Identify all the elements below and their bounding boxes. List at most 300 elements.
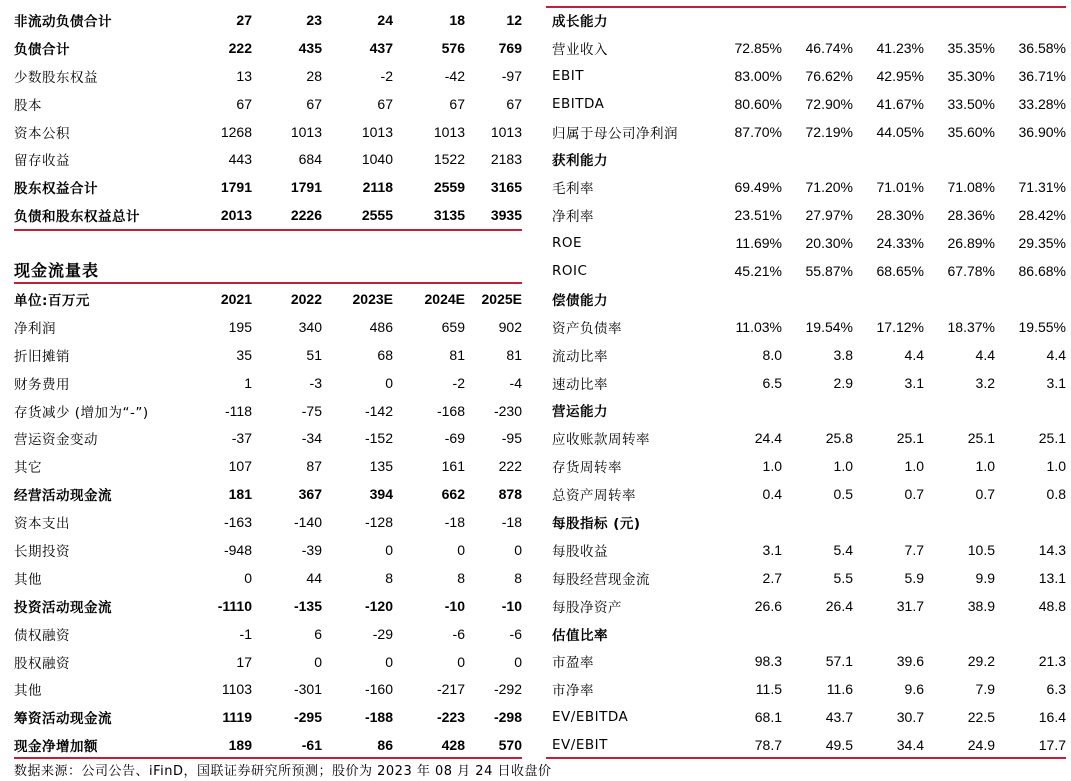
row-label: ROE: [552, 235, 583, 252]
value-cell: 0.7: [975, 486, 995, 503]
value-cell: 23: [306, 11, 322, 28]
value-cell: 659: [441, 318, 465, 335]
value-cell: 2.9: [833, 374, 853, 391]
row-label: 市盈率: [552, 655, 594, 672]
value-cell: -10: [444, 597, 465, 614]
value-cell: -142: [364, 402, 393, 419]
value-cell: 87.70%: [734, 123, 782, 140]
unit-label: 单位:百万元: [14, 292, 90, 309]
value-cell: 81: [449, 346, 465, 363]
row-label: 资产负债率: [552, 320, 622, 337]
value-cell: 22.5: [967, 709, 995, 726]
value-cell: 222: [498, 458, 522, 475]
value-cell: 11.69%: [735, 235, 782, 252]
ratios-bottom-rule: [546, 757, 1066, 759]
value-cell: -69: [444, 430, 465, 447]
value-cell: 3.8: [833, 346, 853, 363]
value-cell: 0.4: [762, 486, 782, 503]
value-cell: 26.4: [825, 597, 853, 614]
ratios-panel: [552, 6, 1066, 759]
value-cell: -135: [293, 597, 322, 614]
value-cell: 13: [236, 67, 252, 84]
ratio-row: [552, 34, 1066, 62]
value-cell: 86: [377, 737, 393, 754]
value-cell: -298: [493, 709, 522, 726]
value-cell: [710, 145, 782, 173]
value-cell: 428: [441, 737, 465, 754]
value-cell: 1040: [361, 151, 393, 168]
value-cell: [853, 6, 924, 34]
source-note: 数据来源：公司公告、iFinD，国联证券研究所预测；股价为 2023 年 08 月 24 日收盘价: [14, 764, 552, 779]
value-cell: 35.30%: [947, 67, 995, 84]
cashflow-row: [14, 341, 522, 369]
value-cell: 0: [457, 541, 465, 558]
cashflow-row: [14, 313, 522, 341]
value-cell: 8: [385, 569, 393, 586]
cashflow-row: [14, 424, 522, 452]
cashflow-row: [14, 731, 522, 759]
value-cell: 189: [228, 737, 252, 754]
value-cell: 68: [377, 346, 393, 363]
section-label: 成长能力: [552, 13, 608, 30]
ratio-row: [552, 341, 1066, 369]
balance-row: [14, 173, 522, 201]
row-label: 存货周转率: [552, 460, 622, 477]
value-cell: 878: [498, 486, 522, 503]
cashflow-row: [14, 703, 522, 731]
value-cell: 43.7: [825, 709, 853, 726]
ratio-row: [552, 62, 1066, 90]
balance-bottom-rule: [14, 229, 522, 231]
cashflow-table: [14, 285, 522, 759]
value-cell: 36.71%: [1018, 67, 1066, 84]
value-cell: 2559: [433, 179, 465, 196]
value-cell: -1: [239, 625, 252, 642]
value-cell: -6: [509, 625, 522, 642]
value-cell: 17.7: [1038, 737, 1066, 754]
value-cell: -128: [364, 514, 393, 531]
value-cell: 1.0: [904, 458, 924, 475]
value-cell: 28.30%: [876, 207, 924, 224]
section-header-row: [552, 508, 1066, 536]
value-cell: 21.3: [1038, 653, 1066, 670]
section-label: 获利能力: [552, 153, 608, 170]
section-label: 营运能力: [552, 404, 608, 421]
value-cell: 44: [306, 569, 322, 586]
cashflow-title: 现金流量表: [14, 261, 100, 280]
value-cell: 11.03%: [735, 318, 782, 335]
value-cell: -42: [444, 67, 465, 84]
value-cell: 67: [506, 95, 522, 112]
value-cell: 33.28%: [1018, 95, 1066, 112]
value-cell: 25.8: [825, 430, 853, 447]
value-cell: -230: [493, 402, 522, 419]
value-cell: 181: [228, 486, 252, 503]
value-cell: -37: [231, 430, 252, 447]
year-header: 2024E: [424, 290, 465, 307]
value-cell: 0.8: [1046, 486, 1066, 503]
value-cell: 4.4: [975, 346, 995, 363]
cashflow-top-rule: [14, 282, 522, 284]
value-cell: -95: [501, 430, 522, 447]
value-cell: 161: [441, 458, 465, 475]
cashflow-header-row: [14, 285, 522, 313]
row-label: EV/EBIT: [552, 737, 608, 754]
ratio-row: [552, 536, 1066, 564]
ratio-row: [552, 369, 1066, 397]
value-cell: 17: [236, 653, 252, 670]
value-cell: 24.33%: [876, 235, 924, 252]
row-label: EBITDA: [552, 95, 605, 112]
ratio-row: [552, 647, 1066, 675]
value-cell: 0: [385, 653, 393, 670]
value-cell: 69.49%: [734, 179, 782, 196]
value-cell: 3.1: [762, 541, 782, 558]
row-label: 应收账款周转率: [552, 432, 650, 449]
value-cell: 1791: [290, 179, 322, 196]
row-label: 其他: [14, 571, 42, 588]
row-label: 资本支出: [14, 516, 70, 533]
year-header: 2025E: [481, 290, 522, 307]
value-cell: 80.60%: [734, 95, 782, 112]
value-cell: 16.4: [1038, 709, 1066, 726]
value-cell: 87: [306, 458, 322, 475]
value-cell: [924, 285, 995, 313]
value-cell: -292: [493, 681, 522, 698]
value-cell: 44.05%: [876, 123, 924, 140]
value-cell: [995, 6, 1066, 34]
ratio-row: [552, 90, 1066, 118]
value-cell: 35.60%: [947, 123, 995, 140]
row-label: 市净率: [552, 683, 594, 700]
value-cell: 3935: [490, 207, 522, 224]
value-cell: 71.20%: [805, 179, 853, 196]
row-label: 净利润: [14, 320, 56, 337]
value-cell: 769: [498, 39, 522, 56]
value-cell: 2226: [290, 207, 322, 224]
value-cell: 0: [385, 374, 393, 391]
value-cell: -39: [301, 541, 322, 558]
value-cell: -217: [436, 681, 465, 698]
ratio-row: [552, 257, 1066, 285]
value-cell: 3.2: [975, 374, 995, 391]
value-cell: 5.9: [904, 569, 924, 586]
section-label: 估值比率: [552, 627, 608, 644]
value-cell: [782, 6, 853, 34]
value-cell: [853, 285, 924, 313]
row-label: 存货减少 (增加为“-”): [14, 404, 149, 421]
value-cell: 67: [377, 95, 393, 112]
section-header-row: [552, 396, 1066, 424]
value-cell: -29: [372, 625, 393, 642]
cashflow-row: [14, 536, 522, 564]
value-cell: 3165: [490, 179, 522, 196]
value-cell: 0: [244, 569, 252, 586]
value-cell: 0.5: [833, 486, 853, 503]
value-cell: -4: [509, 374, 522, 391]
value-cell: 25.1: [967, 430, 995, 447]
value-cell: 33.50%: [947, 95, 995, 112]
value-cell: [995, 396, 1066, 424]
value-cell: 27: [236, 11, 252, 28]
value-cell: 71.08%: [947, 179, 995, 196]
value-cell: 26.6: [754, 597, 782, 614]
value-cell: 31.7: [896, 597, 924, 614]
value-cell: 42.95%: [876, 67, 924, 84]
ratio-row: [552, 313, 1066, 341]
row-label: 折旧摊销: [14, 348, 70, 365]
value-cell: -34: [301, 430, 322, 447]
row-label: 毛利率: [552, 181, 594, 198]
value-cell: -188: [364, 709, 393, 726]
value-cell: 8: [514, 569, 522, 586]
balance-sheet-table: [14, 6, 522, 229]
value-cell: 41.23%: [876, 39, 924, 56]
value-cell: [710, 6, 782, 34]
value-cell: 25.1: [1038, 430, 1066, 447]
value-cell: -1110: [217, 597, 252, 614]
value-cell: 1.0: [975, 458, 995, 475]
value-cell: 0: [385, 541, 393, 558]
value-cell: [853, 145, 924, 173]
ratio-row: [552, 424, 1066, 452]
value-cell: 29.2: [967, 653, 995, 670]
value-cell: 67: [449, 95, 465, 112]
value-cell: [995, 620, 1066, 648]
value-cell: 437: [369, 39, 393, 56]
value-cell: [924, 6, 995, 34]
value-cell: -97: [501, 67, 522, 84]
value-cell: 1.0: [762, 458, 782, 475]
cashflow-row: [14, 508, 522, 536]
value-cell: 0: [514, 541, 522, 558]
value-cell: 48.8: [1038, 597, 1066, 614]
year-header: 2021: [220, 290, 252, 307]
row-label: 债权融资: [14, 627, 70, 644]
value-cell: 46.74%: [805, 39, 853, 56]
value-cell: 2118: [362, 179, 393, 196]
value-cell: 1.0: [1046, 458, 1066, 475]
ratio-row: [552, 480, 1066, 508]
section-header-row: [552, 145, 1066, 173]
value-cell: -140: [293, 514, 322, 531]
value-cell: 2183: [490, 151, 522, 168]
value-cell: 41.67%: [876, 95, 924, 112]
row-label: 股本: [14, 97, 42, 114]
value-cell: -120: [364, 597, 393, 614]
value-cell: [710, 285, 782, 313]
ratio-row: [552, 675, 1066, 703]
ratio-row: [552, 564, 1066, 592]
value-cell: [924, 620, 995, 648]
year-header: 2023E: [352, 290, 393, 307]
value-cell: 10.5: [967, 541, 995, 558]
value-cell: -2: [380, 67, 393, 84]
row-label: 投资活动现金流: [14, 599, 112, 616]
value-cell: 35: [236, 346, 252, 363]
value-cell: 3.1: [904, 374, 924, 391]
value-cell: 71.31%: [1018, 179, 1066, 196]
value-cell: 24.4: [754, 430, 782, 447]
ratios-table: [552, 6, 1066, 759]
value-cell: 1119: [222, 709, 252, 726]
value-cell: 24.9: [967, 737, 995, 754]
value-cell: 86.68%: [1018, 262, 1066, 279]
row-label: 速动比率: [552, 376, 608, 393]
value-cell: -3: [309, 374, 322, 391]
value-cell: -18: [444, 514, 465, 531]
section-label: 偿债能力: [552, 292, 608, 309]
value-cell: 72.90%: [805, 95, 853, 112]
value-cell: 18.37%: [947, 318, 995, 335]
value-cell: -223: [436, 709, 465, 726]
value-cell: [924, 508, 995, 536]
value-cell: 1013: [290, 123, 322, 140]
value-cell: 1103: [221, 681, 252, 698]
year-header: 2022: [290, 290, 322, 307]
value-cell: -118: [225, 402, 252, 419]
row-label: 营运资金变动: [14, 432, 98, 449]
value-cell: 28: [306, 67, 322, 84]
cashflow-row: [14, 480, 522, 508]
row-label: 负债和股东权益总计: [14, 209, 140, 226]
value-cell: 83.00%: [734, 67, 782, 84]
row-label: 留存收益: [14, 153, 70, 170]
value-cell: 684: [298, 151, 322, 168]
value-cell: 1268: [220, 123, 252, 140]
value-cell: 36.90%: [1018, 123, 1066, 140]
value-cell: -295: [293, 709, 322, 726]
value-cell: [853, 620, 924, 648]
value-cell: [924, 145, 995, 173]
cashflow-row: [14, 620, 522, 648]
cashflow-row: [14, 675, 522, 703]
value-cell: -160: [364, 681, 393, 698]
row-label: 非流动负债合计: [14, 13, 112, 30]
value-cell: 5.4: [833, 541, 853, 558]
value-cell: 72.19%: [805, 123, 853, 140]
value-cell: -6: [452, 625, 465, 642]
value-cell: 5.5: [833, 569, 853, 586]
cashflow-row: [14, 452, 522, 480]
row-label: EBIT: [552, 67, 585, 84]
value-cell: 1013: [433, 123, 465, 140]
value-cell: 34.4: [896, 737, 924, 754]
value-cell: 0.7: [904, 486, 924, 503]
value-cell: [710, 620, 782, 648]
balance-row: [14, 34, 522, 62]
value-cell: 28.42%: [1018, 207, 1066, 224]
value-cell: -163: [223, 514, 252, 531]
value-cell: 1013: [361, 123, 393, 140]
value-cell: -10: [501, 597, 522, 614]
value-cell: 570: [498, 737, 522, 754]
value-cell: -948: [223, 541, 252, 558]
value-cell: 9.9: [975, 569, 995, 586]
value-cell: [782, 285, 853, 313]
row-label: 财务费用: [14, 376, 70, 393]
value-cell: -61: [301, 737, 322, 754]
value-cell: 0: [314, 653, 322, 670]
value-cell: 68.65%: [876, 262, 924, 279]
value-cell: 51: [306, 346, 322, 363]
row-label: 营业收入: [552, 41, 608, 58]
value-cell: 11.6: [826, 681, 853, 698]
ratio-row: [552, 173, 1066, 201]
value-cell: 195: [228, 318, 252, 335]
value-cell: 4.4: [1046, 346, 1066, 363]
value-cell: 2.7: [762, 569, 782, 586]
value-cell: -2: [452, 374, 465, 391]
cashflow-panel: [14, 285, 522, 759]
value-cell: 0: [514, 653, 522, 670]
row-label: 总资产周转率: [552, 488, 636, 505]
value-cell: -75: [301, 402, 322, 419]
row-label: 每股经营现金流: [552, 571, 650, 588]
row-label: 每股收益: [552, 543, 608, 560]
value-cell: 443: [228, 151, 252, 168]
value-cell: 394: [369, 486, 393, 503]
section-header-row: [552, 620, 1066, 648]
value-cell: 8.0: [762, 346, 782, 363]
row-label: 其他: [14, 683, 42, 700]
row-label: 筹资活动现金流: [14, 711, 112, 728]
value-cell: [995, 285, 1066, 313]
value-cell: 38.9: [967, 597, 995, 614]
value-cell: 1013: [490, 123, 522, 140]
row-label: 每股净资产: [552, 599, 622, 616]
value-cell: [853, 508, 924, 536]
balance-row: [14, 201, 522, 229]
value-cell: -301: [293, 681, 322, 698]
row-label: 股东权益合计: [14, 181, 98, 198]
value-cell: 3.1: [1046, 374, 1066, 391]
value-cell: 2555: [361, 207, 393, 224]
value-cell: -168: [436, 402, 465, 419]
value-cell: 14.3: [1038, 541, 1066, 558]
value-cell: 72.85%: [734, 39, 782, 56]
value-cell: 662: [441, 486, 465, 503]
value-cell: [782, 396, 853, 424]
value-cell: 107: [228, 458, 252, 475]
value-cell: 23.51%: [734, 207, 782, 224]
value-cell: 1791: [220, 179, 252, 196]
value-cell: 49.5: [825, 737, 853, 754]
cashflow-row: [14, 592, 522, 620]
value-cell: 27.97%: [805, 207, 853, 224]
balance-row: [14, 118, 522, 146]
value-cell: 68.1: [754, 709, 782, 726]
value-cell: 7.7: [904, 541, 924, 558]
value-cell: 19.55%: [1018, 318, 1066, 335]
value-cell: [710, 396, 782, 424]
value-cell: 340: [298, 318, 322, 335]
section-header-row: [552, 285, 1066, 313]
value-cell: [924, 396, 995, 424]
value-cell: 576: [441, 39, 465, 56]
balance-row: [14, 90, 522, 118]
value-cell: 39.6: [896, 653, 924, 670]
value-cell: 13.1: [1038, 569, 1066, 586]
cashflow-bottom-rule: [14, 757, 522, 759]
value-cell: 1522: [433, 151, 465, 168]
row-label: 经营活动现金流: [14, 488, 112, 505]
value-cell: [995, 508, 1066, 536]
value-cell: 67.78%: [947, 262, 995, 279]
cashflow-row: [14, 369, 522, 397]
ratio-row: [552, 731, 1066, 759]
cashflow-row: [14, 648, 522, 676]
